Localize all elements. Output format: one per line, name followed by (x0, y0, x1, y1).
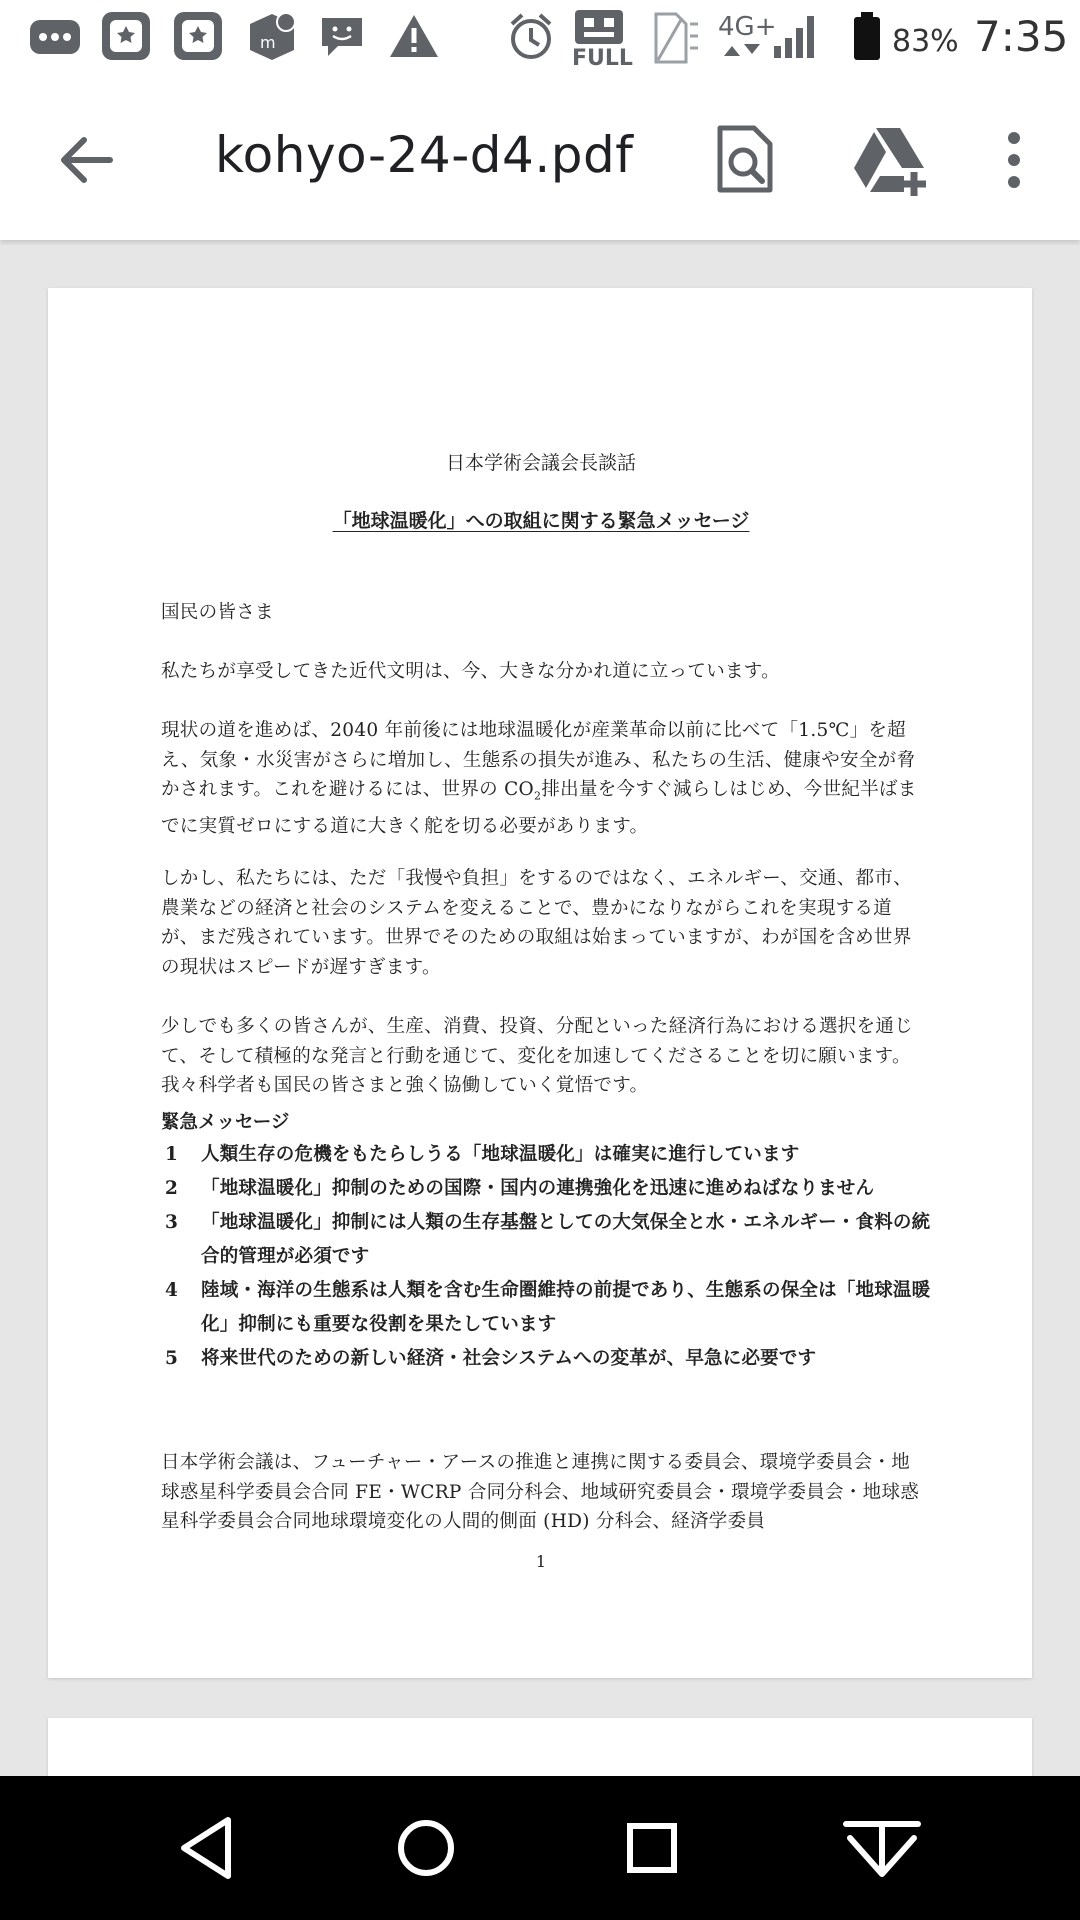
battery-percent: 83% (892, 24, 959, 59)
nav-recents-button[interactable] (612, 1808, 692, 1888)
app-bar (0, 80, 1080, 240)
list-item-number: 1 (165, 1144, 179, 1165)
emergency-message-heading: 緊急メッセージ (161, 1112, 290, 1133)
svg-text:m: m (260, 33, 276, 52)
emergency-message-list (161, 1138, 931, 1376)
list-item-number: 5 (165, 1348, 179, 1369)
organization-title: 日本学術会議会長談話 (445, 452, 636, 474)
hide-keyboard-icon (838, 1808, 926, 1888)
battery-icon (852, 10, 882, 62)
paragraph-3: しかし、私たちには、ただ「我慢や負担」をするのではなく、エネルギー、交通、都市、農業などの経済と社会のシステムを変えることで、豊かになりながらこれを実現する道が、まだ残されています。世界でそのための取組は始まっていますが、わが国を含め世界の現状はスピードが遅すぎます。 (161, 868, 912, 979)
pdf-page (48, 288, 1032, 1678)
footer-paragraph: 日本学術会議は、フューチャー・アースの推進と連携に関する委員会、環境学委員会・地球惑星科学委員会合同 FE・WCRP 合同分科会、地域研究委員会・環境学委員会・地球惑星科学委員会合同地球環境変化の人間的側面 (HD) 分科会、経済学委員 (161, 1452, 920, 1533)
signal-icon (772, 12, 818, 60)
recents-square-icon (612, 1808, 692, 1888)
data-arrows-icon (722, 42, 762, 58)
network-type-label: 4G+ (718, 12, 777, 42)
more-options-button[interactable] (996, 128, 1032, 192)
paragraph-1: 私たちが享受してきた近代文明は、今、大きな分かれ道に立っています。 (161, 661, 780, 682)
clock: 7:35 (974, 12, 1069, 61)
list-item-number: 2 (165, 1178, 179, 1199)
back-arrow-icon (52, 126, 120, 194)
home-circle-icon (386, 1808, 466, 1888)
paragraph-4: 少しでも多くの皆さんが、生産、消費、投資、分配といった経済行為における選択を通じて、そして積極的な発言と行動を通じて、変化を加速してくださることを切に願います。我々科学者も国民の皆さまと強く協働していく覚悟です。 (161, 1016, 914, 1097)
list-item-text: 「地球温暖化」抑制のための国際・国内の連携強化を迅速に進めねばなりません (201, 1178, 875, 1199)
salutation: 国民の皆さま (161, 602, 274, 623)
screen-recorder-icon (100, 10, 152, 62)
back-triangle-icon (168, 1808, 248, 1888)
paragraph-2-part-b: 排出量を今すぐ減らしはじめ、今世紀半ばまでに実質ゼロにする道に大きく舵を切る必要があります。 (161, 779, 917, 837)
list-item (161, 1342, 931, 1376)
headline-text: 「地球温暖化」への取組に関する緊急メッセージ (332, 510, 750, 532)
sim-icon (652, 12, 700, 64)
co2-subscript: 2 (534, 790, 542, 804)
page-number: 1 (535, 1552, 547, 1571)
drive-add-icon (852, 124, 932, 196)
paragraph-2-part-a: 現状の道を進めば、2040 年前後には地球温暖化が産業革命以前に比べて「1.5℃」を超え、気象・水災害がさらに増加し、生態系の損失が進み、私たちの生活、健康や安全が脅かされます。これを避けるには、世界の CO (161, 720, 916, 801)
list-item (161, 1172, 931, 1206)
add-to-drive-button[interactable] (852, 124, 932, 196)
list-item-number: 4 (165, 1280, 179, 1301)
list-item (161, 1138, 931, 1172)
storage-full-icon (572, 8, 626, 46)
list-item-number: 3 (165, 1212, 179, 1233)
alarm-icon (508, 12, 554, 62)
back-button[interactable] (52, 126, 120, 194)
list-item (161, 1206, 931, 1274)
storage-full-label: FULL (572, 46, 633, 71)
next-pdf-page (48, 1718, 1032, 1776)
paragraph-2 (161, 716, 921, 842)
warning-icon (388, 12, 440, 60)
status-bar (0, 0, 1080, 80)
list-item-text: 陸域・海洋の生態系は人類を含む生命圏維持の前提であり、生態系の保全は「地球温暖化」抑制にも重要な役割を果たしています (201, 1280, 931, 1335)
document-headline (161, 506, 921, 533)
nav-home-button[interactable] (386, 1808, 466, 1888)
list-item-text: 人類生存の危機をもたらしうる「地球温暖化」は確実に進行しています (201, 1144, 800, 1165)
document-title: kohyo-24-d4.pdf (215, 126, 634, 184)
m-app-icon (246, 10, 298, 64)
nav-back-button[interactable] (168, 1808, 248, 1888)
navigation-bar (0, 1776, 1080, 1920)
list-item (161, 1274, 931, 1342)
screen-recorder-icon (172, 10, 224, 62)
search-document-icon (712, 124, 776, 196)
list-item-text: 将来世代のための新しい経済・社会システムへの変革が、早急に必要です (201, 1348, 817, 1369)
list-item-text: 「地球温暖化」抑制には人類の生存基盤としての大気保全と水・エネルギー・食料の統合的管理が必須です (201, 1212, 931, 1267)
find-in-document-button[interactable] (712, 124, 776, 196)
more-vert-icon (996, 128, 1032, 192)
message-icon (318, 14, 366, 60)
more-apps-icon (28, 14, 82, 60)
pdf-viewer[interactable] (0, 240, 1080, 1776)
nav-hide-keyboard-button[interactable] (838, 1808, 926, 1888)
